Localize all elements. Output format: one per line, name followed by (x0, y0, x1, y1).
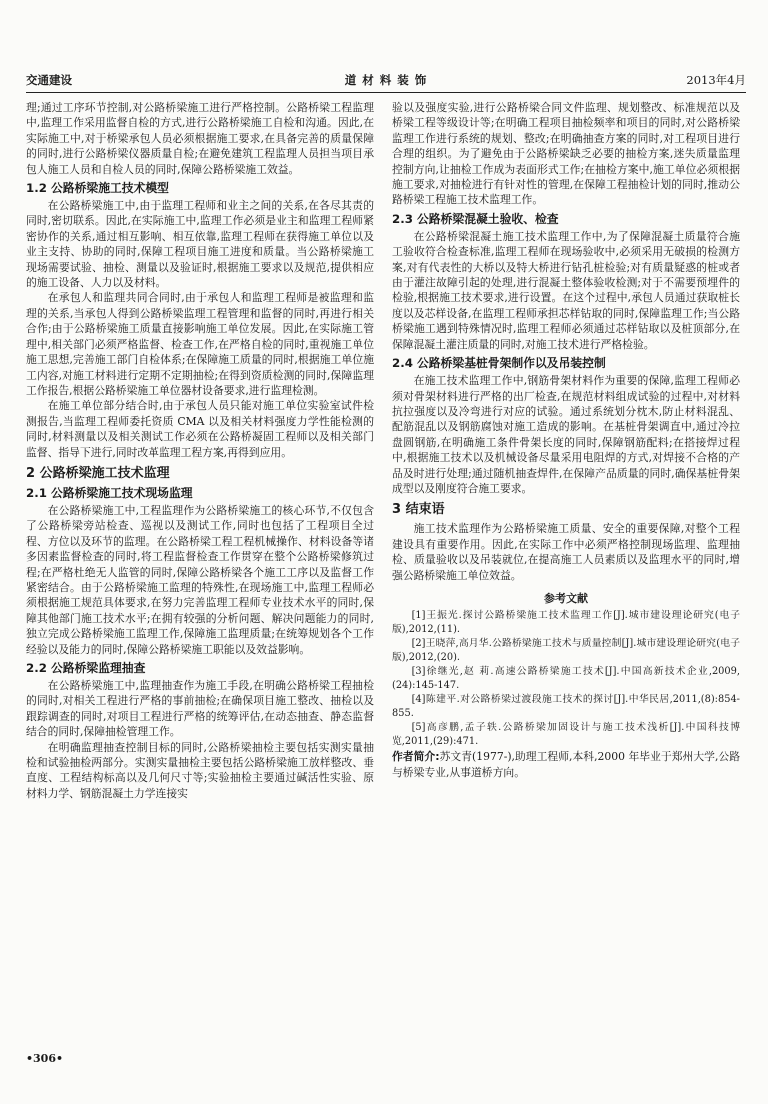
left-column (26, 100, 374, 1030)
section-heading-2-3: 2.3 公路桥梁混凝土验收、检查 (392, 211, 559, 226)
reference-item: [4]陈建平.对公路桥梁过渡段施工技术的探讨[J].中华民居,2011,(8):854-855. (392, 694, 740, 720)
reference-item: [1]王振光.探讨公路桥梁施工技术监理工作[J].城市建设理论研究(电子版),2012,(11). (392, 610, 740, 636)
references-title: 参考文献 (544, 591, 588, 605)
journal-title: 道 材 料 装 饰 (344, 73, 428, 87)
page-number: •306• (26, 1052, 64, 1065)
paragraph: 在明确监理抽查控制目标的同时,公路桥梁抽检主要包括实测实量抽检和试验抽检两部分。实测实量抽检主要包括公路桥梁施工放样整改、垂直度、工程结构标高以及几何尺寸等;实验抽检主要通过碱活性实验、原材料力学、钢筋混凝土力学连接实 (26, 740, 374, 800)
section-heading-2-1: 2.1 公路桥梁施工技术现场监理 (26, 485, 193, 500)
paragraph: 在公路桥梁施工中,监理抽查作为施工手段,在明确公路桥梁工程抽检的同时,对相关工程进行严格的事前抽检;在确保项目施工整改、抽检以及跟踪调查的同时,对项目工程进行严格的统筹评估,在动态抽查、静态监督结合的同时,保障抽检管理工作。 (26, 679, 374, 739)
reference-item: [2]王晓萍,高月华.公路桥梁施工技术与质量控制[J].城市建设理论研究(电子版),2012,(20). (392, 638, 740, 664)
paragraph: 验以及强度实验,进行公路桥梁合同文件监理、规划整改、标准规范以及桥梁工程等级设计等;在明确工程项目抽检频率和项目的同时,对公路桥梁监理工作进行系统的规划、整改;在明确抽查方案的同时,对工程项目进行合理的组织。为了避免由于公路桥梁缺乏必要的抽检方案,迷失质量监理控制方向,让抽检工作成为表面形式工作;在抽检方案中,施工单位必须根据施工要求,对抽检进行有针对性的管理,在保障工程抽检计划的同时,推动公路桥梁工程施工技术监理工作。 (392, 101, 740, 207)
paragraph: 在施工技术监理工作中,钢筋骨架材料作为重要的保障,监理工程师必须对骨架材料进行严格的出厂检查,在规范材料组成试验的过程中,对材料抗拉强度以及冷弯进行对应的试验。通过系统划分枕木,防止材料混乱、配筋混乱以及钢筋腐蚀对施工造成的影响。在基桩骨架调直中,通过冷拉盘圆钢筋,在明确施工条件骨架长度的同时,保障钢筋配料;在搭接焊过程中,根据施工技术以及机械设备尽量采用电阻焊的方式,对焊接不合格的产品及时进行处理;通过随机抽查焊件,在保障产品质量的同时,确保基桩骨架成型以及刚度符合施工要求。 (392, 374, 740, 495)
section-heading-1-2: 1.2 公路桥梁施工技术模型 (26, 181, 169, 196)
reference-item: [5]高彦鹏,孟子轶.公路桥梁加固设计与施工技术浅析[J].中国科技博览,2011,(29):471. (392, 722, 740, 748)
author-bio (392, 749, 740, 780)
paragraph: 理;通过工序环节控制,对公路桥梁施工进行严格控制。公路桥梁工程监理中,监理工作采用监督自检的方式,进行公路桥梁施工自检和沟通。因此,在实际施工中,对于桥梁承包人员必须根据施工要求,在具备完善的质量保障的同时,进行公路桥梁仪器质量自检;在避免建筑工程监理人员担当项目承包人施工人员和自检人员的同时,保障公路桥梁施工效益。 (26, 101, 374, 176)
running-header (26, 72, 746, 90)
paragraph: 在公路桥梁施工中,工程监理作为公路桥梁施工的核心环节,不仅包含了公路桥梁旁站检查、巡视以及测试工作,同时也包括了工程项目全过程、方位以及环节的监理。在公路桥梁工程工程机械操作、材料设备等诸多因素监督检查的同时,将工程监督检查工作贯穿在整个公路桥梁修筑过程;在严格杜绝无人监管的同时,保障公路桥梁各个施工工序以及监督工作紧密结合。由于公路桥梁施工监理的特殊性,在现场施工中,监理工程师必须根据施工规范具体要求,在努力完善监理工程师专业技术水平的同时,保障其他部门施工技术水平;在拥有较强的分析问题、解决问题能力的同时,独立完成公路桥梁施工监理工作,保障施工监理质量;在统筹规划各个工作经验以及能力的同时,保障公路桥梁施工职能以及效益影响。 (26, 503, 374, 656)
section-heading-2: 2 公路桥梁施工技术监理 (26, 465, 170, 481)
paragraph: 在公路桥梁施工中,由于监理工程师和业主之间的关系,在各尽其责的同时,密切联系。因此,在实际施工中,监理工作必须是业主和监理工程师紧密协作的关系,通过相互影响、相互依靠,监理工程师在获得施工单位以及业主支持、协助的同时,保障工程项目施工进度和质量。当公路桥梁施工现场需要试验、抽检、测量以及验证时,根据施工要求以及规范,提供相应的施工设备、人力以及材料。 (26, 199, 374, 290)
right-column (392, 100, 740, 1030)
author-bio-label: 作者简介: (392, 750, 440, 764)
author-bio-text: 苏文青(1977-),助理工程师,本科,2000 年毕业于郑州大学,公路与桥梁专业,从事道桥方向。 (392, 750, 740, 779)
paragraph: 在施工单位部分结合时,由于承包人员只能对施工单位实验室试件检测报告,当监理工程师委托资质 CMA 以及相关材料强度力学性能检测的同时,材料测量以及相关测试工作必须在公路桥凝固工程师以及相关部门监督、指导下进行,同时改革监理工程方案,再得到应用。 (26, 399, 374, 459)
reference-item: [3]徐继光,赵 莉.高速公路桥梁施工技术[J].中国高新技术企业,2009,(24):145-147. (392, 666, 740, 692)
section-heading-2-2: 2.2 公路桥梁监理抽查 (26, 661, 146, 675)
paragraph: 施工技术监理作为公路桥梁施工质量、安全的重要保障,对整个工程建设具有重要作用。因此,在实际工作中必须严格控制现场监理、监理抽检、质量验收以及吊装就位,在提高施工人员素质以及监理水平的同时,增强公路桥梁施工单位效益。 (392, 522, 740, 582)
section-heading-2-4: 2.4 公路桥梁基桩骨架制作以及吊装控制 (392, 356, 606, 371)
issue-date: 2013年4月 (686, 73, 746, 87)
journal-section: 交通建设 (26, 73, 72, 87)
paragraph: 在公路桥梁混凝土施工技术监理工作中,为了保障混凝土质量符合施工验收符合检查标准,监理工程师在现场验收中,必须采用无破损的检测方案,对有代表性的大桥以及特大桥进行钻孔桩检验;对有质量疑惑的桩或者由于灌注故障引起的处理,进行混凝土整体验收检测;对于不需要预埋件的检验,根据施工技术要求,进行设置。在这个过程中,承包人员通过获取桩长度以及芯样设备,在监理工程师承担芯样钻取的同时,保障监理工作;当公路桥梁施工遇到特殊情况时,监理工程师必须通过芯样钻取以及桩顶部分,在保障混凝土灌注质量的同时,对施工技术进行严格检验。 (392, 229, 740, 351)
section-heading-3: 3 结束语 (392, 502, 445, 518)
paragraph: 在承包人和监理共同合同时,由于承包人和监理工程师是被监理和监理的关系,当承包人得到公路桥梁监理工程管理和监督的同时,再进行相关合作;由于公路桥梁施工质量直接影响施工单位发展。因此,在实际施工管理中,相关部门必须严格监督、检查工作,在严格自检的同时,重视施工单位施工思想,完善施工部门自检体系;在保障施工质量的同时,根据施工单位施工内容,对施工材料进行定期不定期抽检;在得到资质检测的同时,保障监理工作报告,根据公路桥梁施工单位器材设备要求,进行监理检测。 (26, 291, 374, 397)
header-rule (26, 92, 746, 93)
